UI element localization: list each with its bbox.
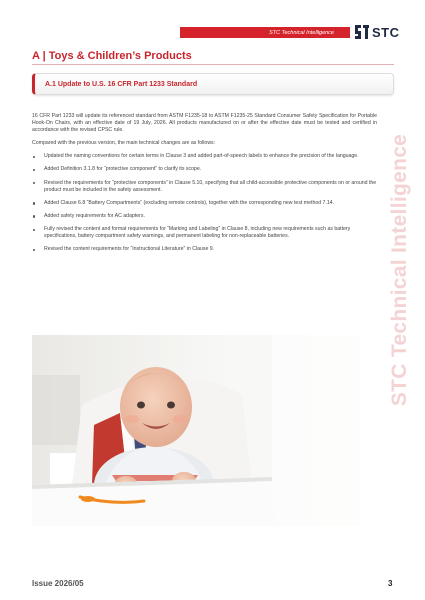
list-item: Updated the naming conventions for certain terms in Clause 3 and added part-of-speech labels to enhance the precision of the language. [32,153,377,160]
list-item: Added Definition 3.1.8 for “protective component” to clarify its scope. [32,166,377,173]
watermark-text: STC Technical Intelligence [388,133,411,407]
header-banner [180,27,350,38]
intro-paragraph: 16 CFR Part 1233 will update its referenced standard from ASTM F1235-18 to ASTM F1235-25 Standard Consumer Safety Specification for Portable Hook-On Chairs, with an effective date of 19 July, 2026. All products manufactured on or after the effective date must be tested and certified in accordance with the revised CPSC rule. [32,113,377,134]
baby-photo [32,335,360,526]
stc-logo-icon [355,25,369,39]
list-item: Added safety requirements for AC adapters. [32,213,377,220]
list-item: Fully revised the content and format requirements for “Marking and Labeling” in Clause 8, including new requirements such as battery specifications, battery compartment safety warnings, and permanent labeling for non-replaceable batteries. [32,226,377,240]
subsection-title: A.1 Update to U.S. 16 CFR Part 1233 Standard [45,80,198,88]
list-item: Revised the content requirements for “Instructional Literature” in Clause 9. [32,246,377,253]
changes-list [32,153,377,253]
list-item: Revised the requirements for “protective components” in Clause 5.10, specifying that all child-accessible protective components on or around the product must be included in the safety assessment. [32,180,377,194]
side-watermark [388,90,412,450]
subsection-heading [32,73,394,95]
lead-in-paragraph: Compared with the previous version, the main technical changes are as follows: [32,140,216,147]
article-body [32,113,377,259]
section-title: A | Toys & Children’s Products [32,50,192,62]
stc-logo [355,24,400,40]
logo-text: STC [372,24,400,40]
list-item: Added Clause 6.8 “Battery Compartments” (excluding remote controls), together with the corresponding new test method 7.14. [32,200,377,207]
section-divider [32,64,394,65]
issue-label: Issue 2026/05 [32,579,84,588]
header-banner-text: STC Technical Intelligence [269,29,334,36]
page-number: 3 [388,579,393,588]
